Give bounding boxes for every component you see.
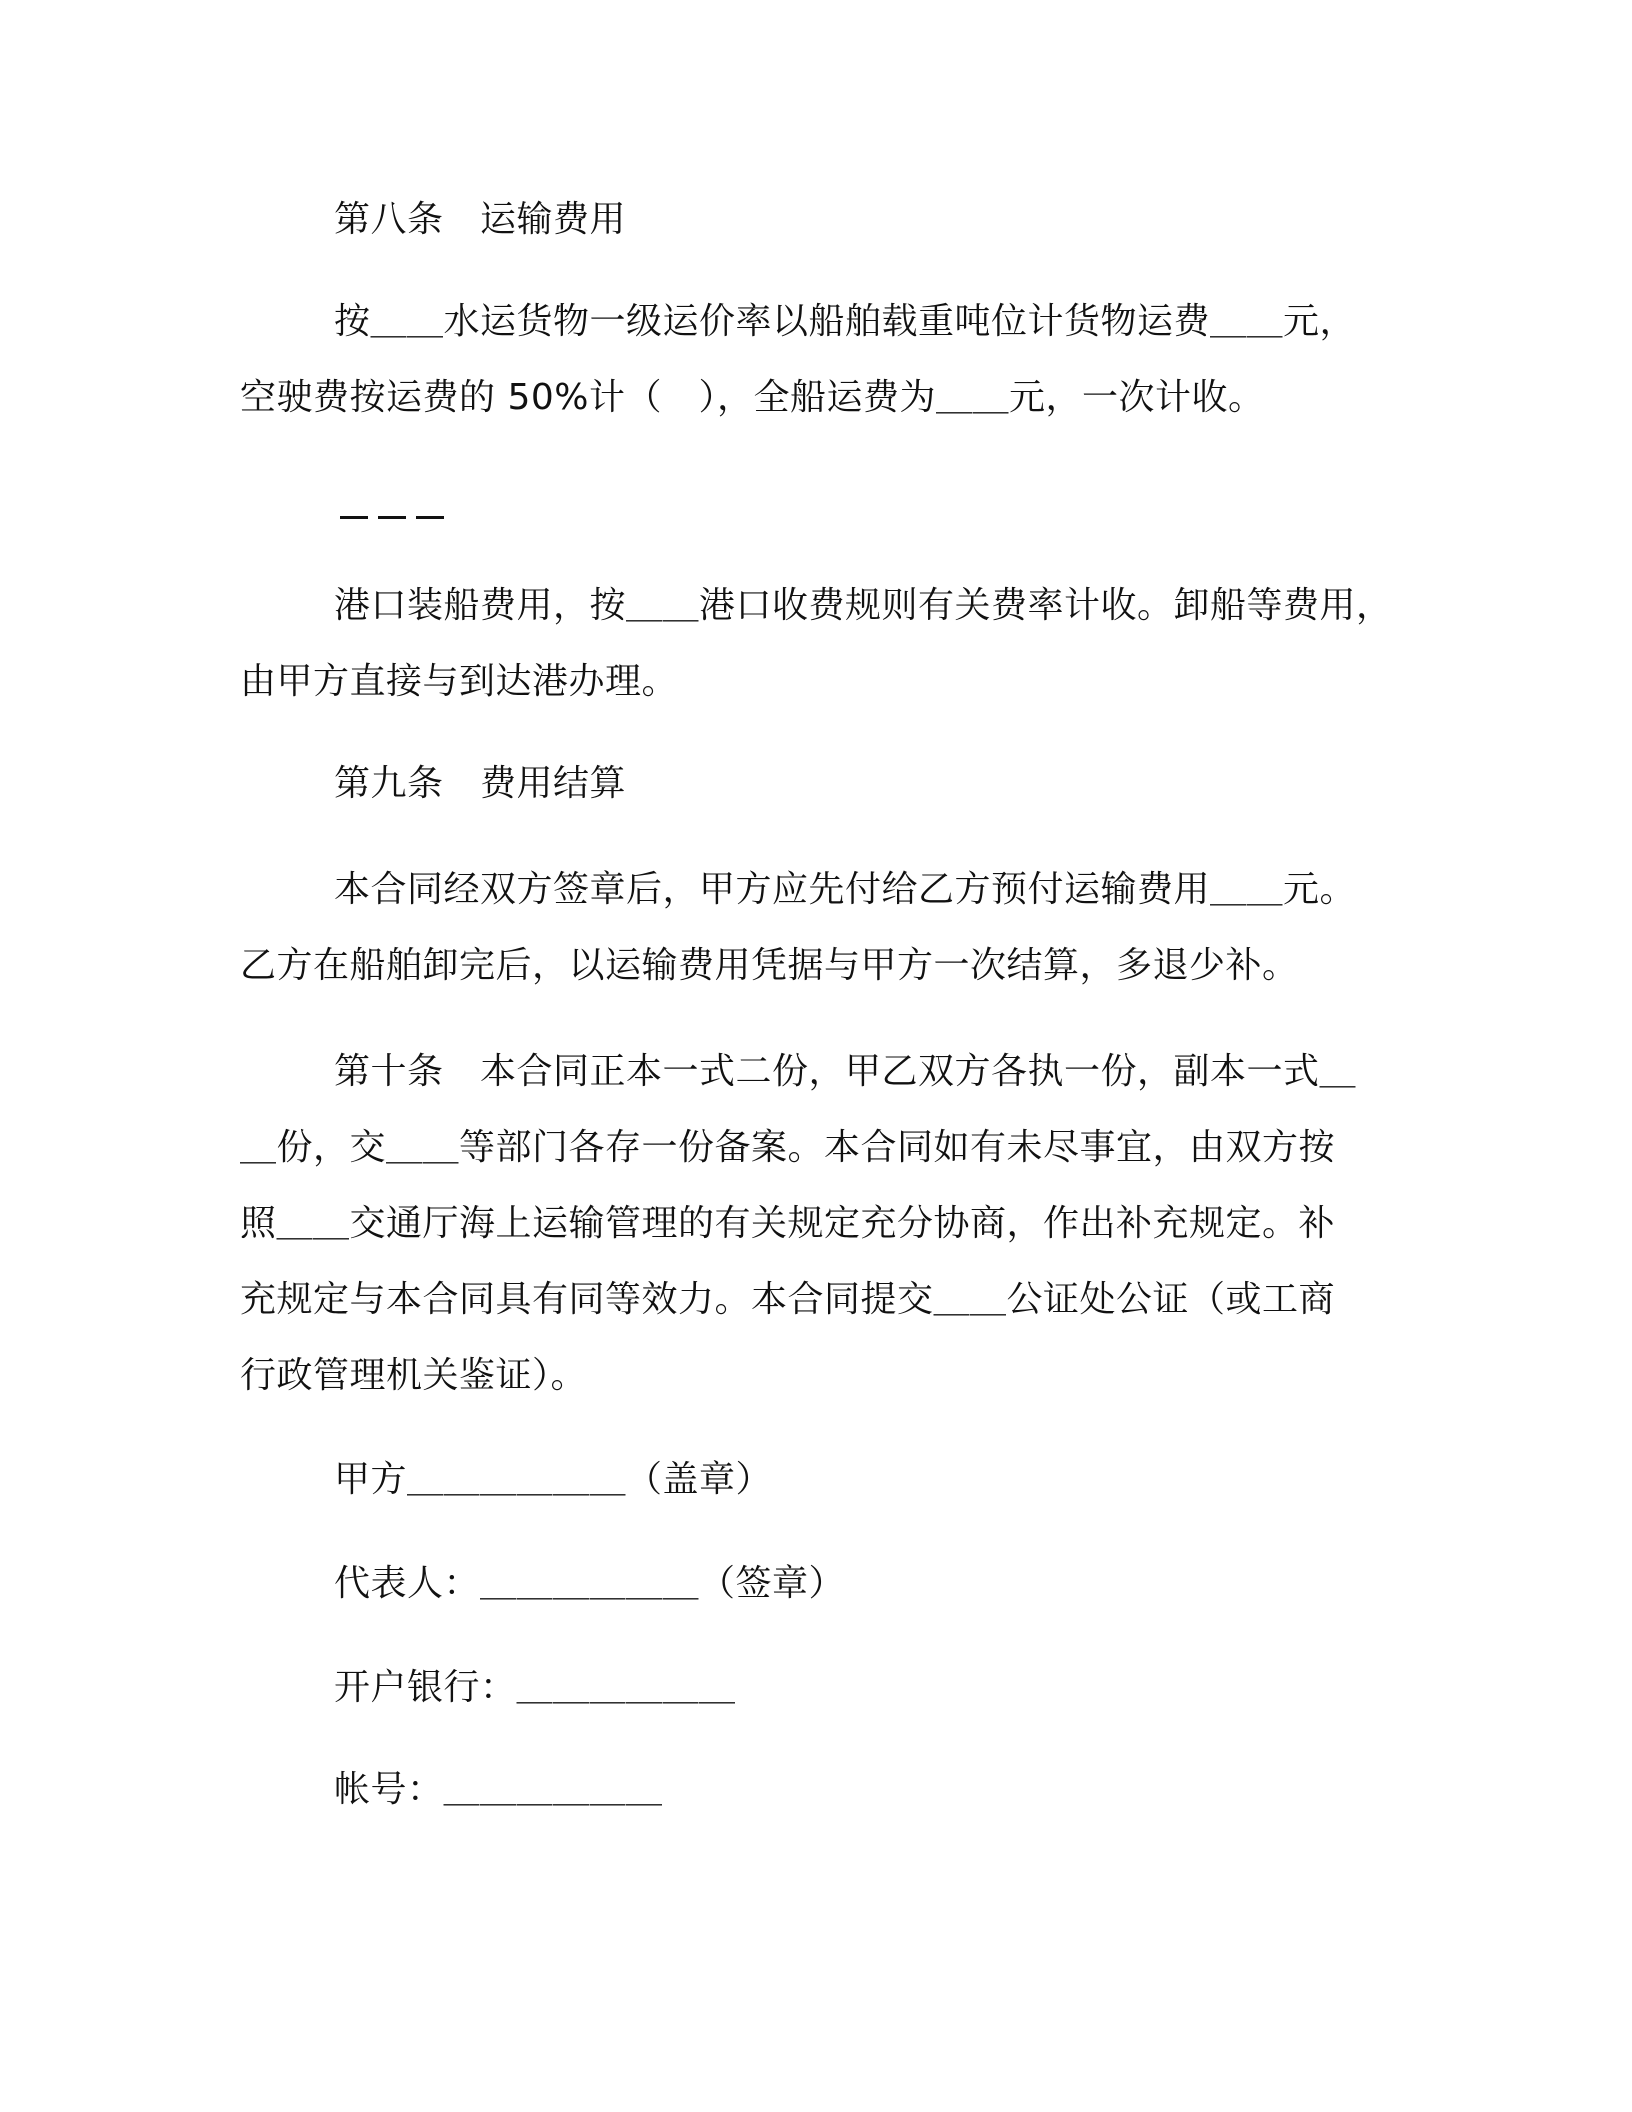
signature-party-a: 甲方＿＿＿＿＿＿（盖章）: [334, 1459, 773, 1500]
signature-bank: 开户银行：＿＿＿＿＿＿: [334, 1667, 736, 1708]
article-8-heading: 第八条 运输费用: [334, 199, 627, 240]
dash-separator: [340, 497, 444, 537]
article-10-line-2: ＿份，交＿＿等部门各存一份备案。本合同如有未尽事宜，由双方按: [240, 1127, 1336, 1168]
signature-representative: 代表人：＿＿＿＿＿＿（签章）: [334, 1563, 846, 1604]
article-8-paragraph-2-line-1: 港口装船费用，按＿＿港口收费规则有关费率计收。卸船等费用，: [334, 585, 1393, 626]
article-10-line-1: 第十条 本合同正本一式二份，甲乙双方各执一份，副本一式＿: [334, 1051, 1357, 1092]
signature-account: 帐号：＿＿＿＿＿＿: [334, 1769, 663, 1810]
article-10-line-3: 照＿＿交通厅海上运输管理的有关规定充分协商，作出补充规定。补: [240, 1203, 1336, 1244]
article-9-paragraph-line-1: 本合同经双方签章后，甲方应先付给乙方预付运输费用＿＿元。: [334, 869, 1357, 910]
article-8-paragraph-2-line-2: 由甲方直接与到达港办理。: [240, 661, 679, 702]
article-9-heading: 第九条 费用结算: [334, 763, 627, 804]
article-9-paragraph-line-2: 乙方在船舶卸完后，以运输费用凭据与甲方一次结算，多退少补。: [240, 945, 1299, 986]
article-8-paragraph-1-line-2: 空驶费按运费的 50%计（ ），全船运费为＿＿元，一次计收。: [240, 377, 1265, 418]
article-10-line-5: 行政管理机关鉴证）。: [240, 1355, 588, 1396]
article-8-paragraph-1-line-1: 按＿＿水运货物一级运价率以船舶载重吨位计货物运费＿＿元，: [334, 301, 1357, 342]
article-10-line-4: 充规定与本合同具有同等效力。本合同提交＿＿公证处公证（或工商: [240, 1279, 1336, 1320]
